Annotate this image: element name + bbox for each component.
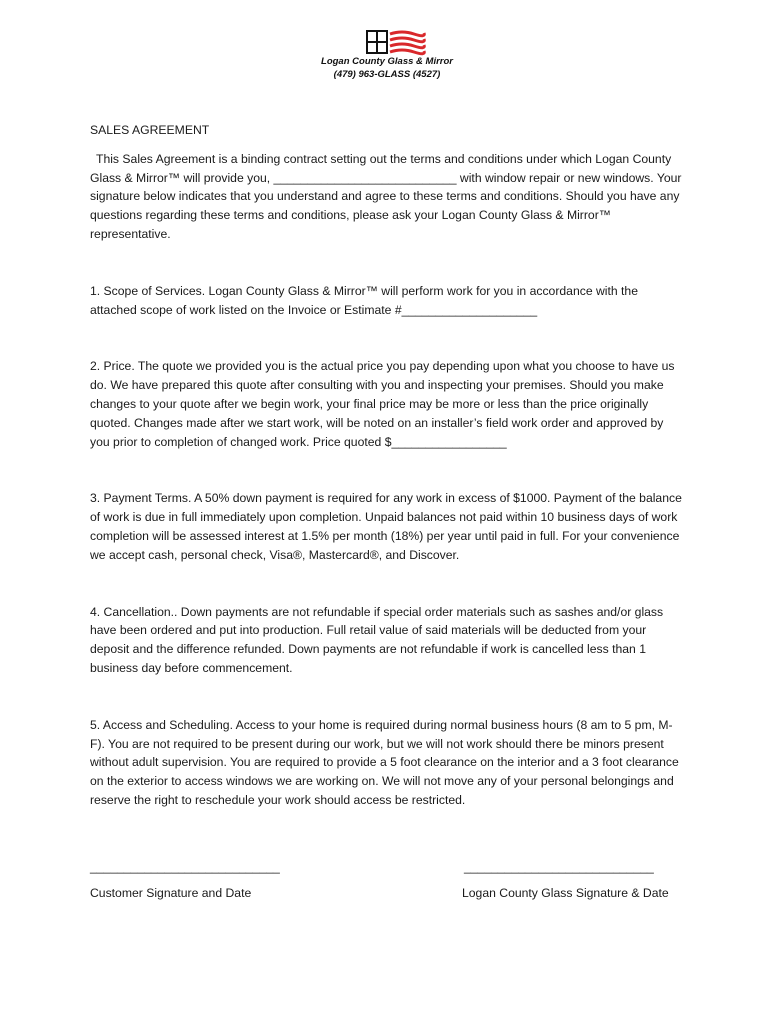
document-title: SALES AGREEMENT — [90, 123, 210, 137]
section-scope-of-services: 1. Scope of Services. Logan County Glass & Mirror™ will perform work for you in accordance with the attached scope of work listed on the Invoice or Estimate #____________________ — [90, 283, 638, 317]
window-pane-icon — [366, 30, 426, 56]
company-logo — [314, 26, 460, 84]
section-price: 2. Price. The quote we provided you is the actual price you pay depending upon what you choose to have us do. We have prepared this quote after consulting with you and inspecting your premises. Should you make changes to your quote after we begin work, your final price may be more or less than the price originally quoted. Changes made after we start work, will be noted on an installer’s field work order and approved by you prior to completion of changed work. Price quoted $_________________ — [90, 359, 675, 449]
section-cancellation: 4. Cancellation.. Down payments are not refundable if special order materials such as sashes and/or glass have been ordered and put into production. Full retail value of said materials will be deducted from your deposit and the difference refunded. Down payments are not refundable if work is cancelled less than 1 business day before commencement. — [90, 604, 664, 675]
company-phone: (479) 963-GLASS (4527) — [333, 69, 441, 80]
agreement-body — [90, 121, 682, 810]
company-name: Logan County Glass & Mirror — [321, 56, 453, 67]
intro-paragraph: This Sales Agreement is a binding contract setting out the terms and conditions under which Logan County Glass & Mirror™ will provide you, ___________________________ with window repair or new windows. Your signature below indicates that you understand and agree to these terms and conditions. Should you have any questions regarding these terms and conditions, please ask your Logan County Glass & Mirror™ representative. — [90, 151, 682, 241]
section-payment-terms: 3. Payment Terms. A 50% down payment is required for any work in excess of $1000. Payment of the balance of work is due in full immediately upon completion. Unpaid balances not paid within 10 business days of work completion will be assessed interest at 1.5% per month (18%) per year until paid in full. For your convenience we accept cash, personal check, Visa®, Mastercard®, and Discover. — [90, 491, 682, 562]
customer-signature-label: Customer Signature and Date — [90, 886, 252, 900]
customer-signature-line[interactable]: ____________________________ — [90, 860, 280, 874]
company-signature-line[interactable]: ____________________________ — [464, 860, 654, 874]
company-signature-label: Logan County Glass Signature & Date — [462, 886, 669, 900]
section-access-scheduling: 5. Access and Scheduling. Access to your home is required during normal business hours (8 am to 5 pm, M-F). You are not required to be present during our work, but we will not work should there be minors present without adult supervision. You are required to provide a 5 foot clearance on the interior and a 3 foot clearance on the exterior to access windows we are working on. We will not move any of your personal belongings and reserve the right to reschedule your work should access be restricted. — [90, 717, 679, 807]
